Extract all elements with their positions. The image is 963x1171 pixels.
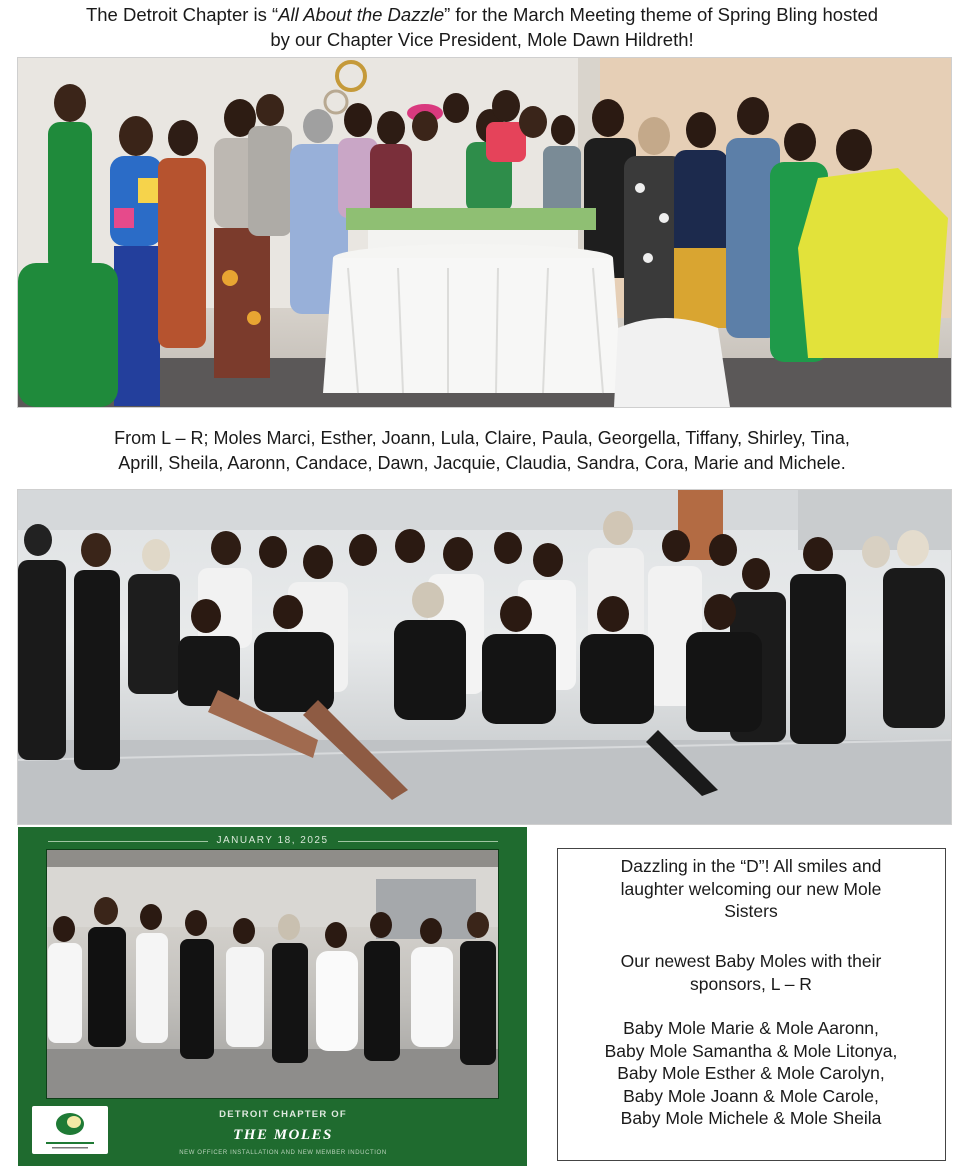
- textbox-sponsor-list: [564, 1017, 938, 1130]
- photo-caption: [12, 426, 952, 476]
- headline-line-1: The Detroit Chapter is “All About the Dazzle” for the March Meeting theme of Spring Bling hosted: [85, 4, 879, 25]
- list-item: Baby Mole Michele & Mole Sheila: [620, 1108, 882, 1128]
- textbox-sponsors-heading: Our newest Baby Moles with their sponsors, L – R: [620, 951, 882, 994]
- moles-logo-icon: [32, 1106, 108, 1154]
- headline-line-2: by our Chapter Vice President, Mole Dawn Hildreth!: [270, 29, 694, 50]
- poster-date: JANUARY 18, 2025: [216, 835, 329, 846]
- baby-moles-textbox: [557, 848, 946, 1161]
- list-item: Baby Mole Joann & Mole Carole,: [623, 1085, 879, 1106]
- spring-bling-group-photo: [18, 58, 951, 407]
- seated-group-photo: [18, 490, 951, 824]
- poster-chapter: DETROIT CHAPTER OF: [219, 1109, 347, 1120]
- moles-logo: [32, 1106, 108, 1154]
- textbox-intro: Dazzling in the “D”! All smiles and laughter welcoming our new Mole Sisters: [620, 856, 882, 921]
- baby-moles-photo-art: [46, 849, 499, 1099]
- list-item: Baby Mole Samantha & Mole Litonya,: [604, 1040, 898, 1061]
- installation-poster: [18, 827, 527, 1166]
- baby-moles-photo: [46, 849, 499, 1099]
- caption-line-2: Aprill, Sheila, Aaronn, Candace, Dawn, Jacquie, Claudia, Sandra, Cora, Marie and Michele.: [118, 453, 846, 473]
- caption-line-1: From L – R; Moles Marci, Esther, Joann, Lula, Claire, Paula, Georgella, Tiffany, Shirley, Tina,: [114, 428, 850, 448]
- poster-title: THE MOLES: [233, 1127, 333, 1143]
- list-item: Baby Mole Esther & Mole Carolyn,: [617, 1063, 885, 1083]
- list-item: Baby Mole Marie & Mole Aaronn,: [623, 1018, 879, 1038]
- theme-title: All About the Dazzle: [278, 4, 445, 25]
- poster-subtitle: NEW OFFICER INSTALLATION AND NEW MEMBER INDUCTION: [179, 1150, 387, 1156]
- headline: [12, 2, 952, 52]
- group-photo-1-art: [18, 58, 951, 407]
- group-photo-2-art: [18, 490, 951, 824]
